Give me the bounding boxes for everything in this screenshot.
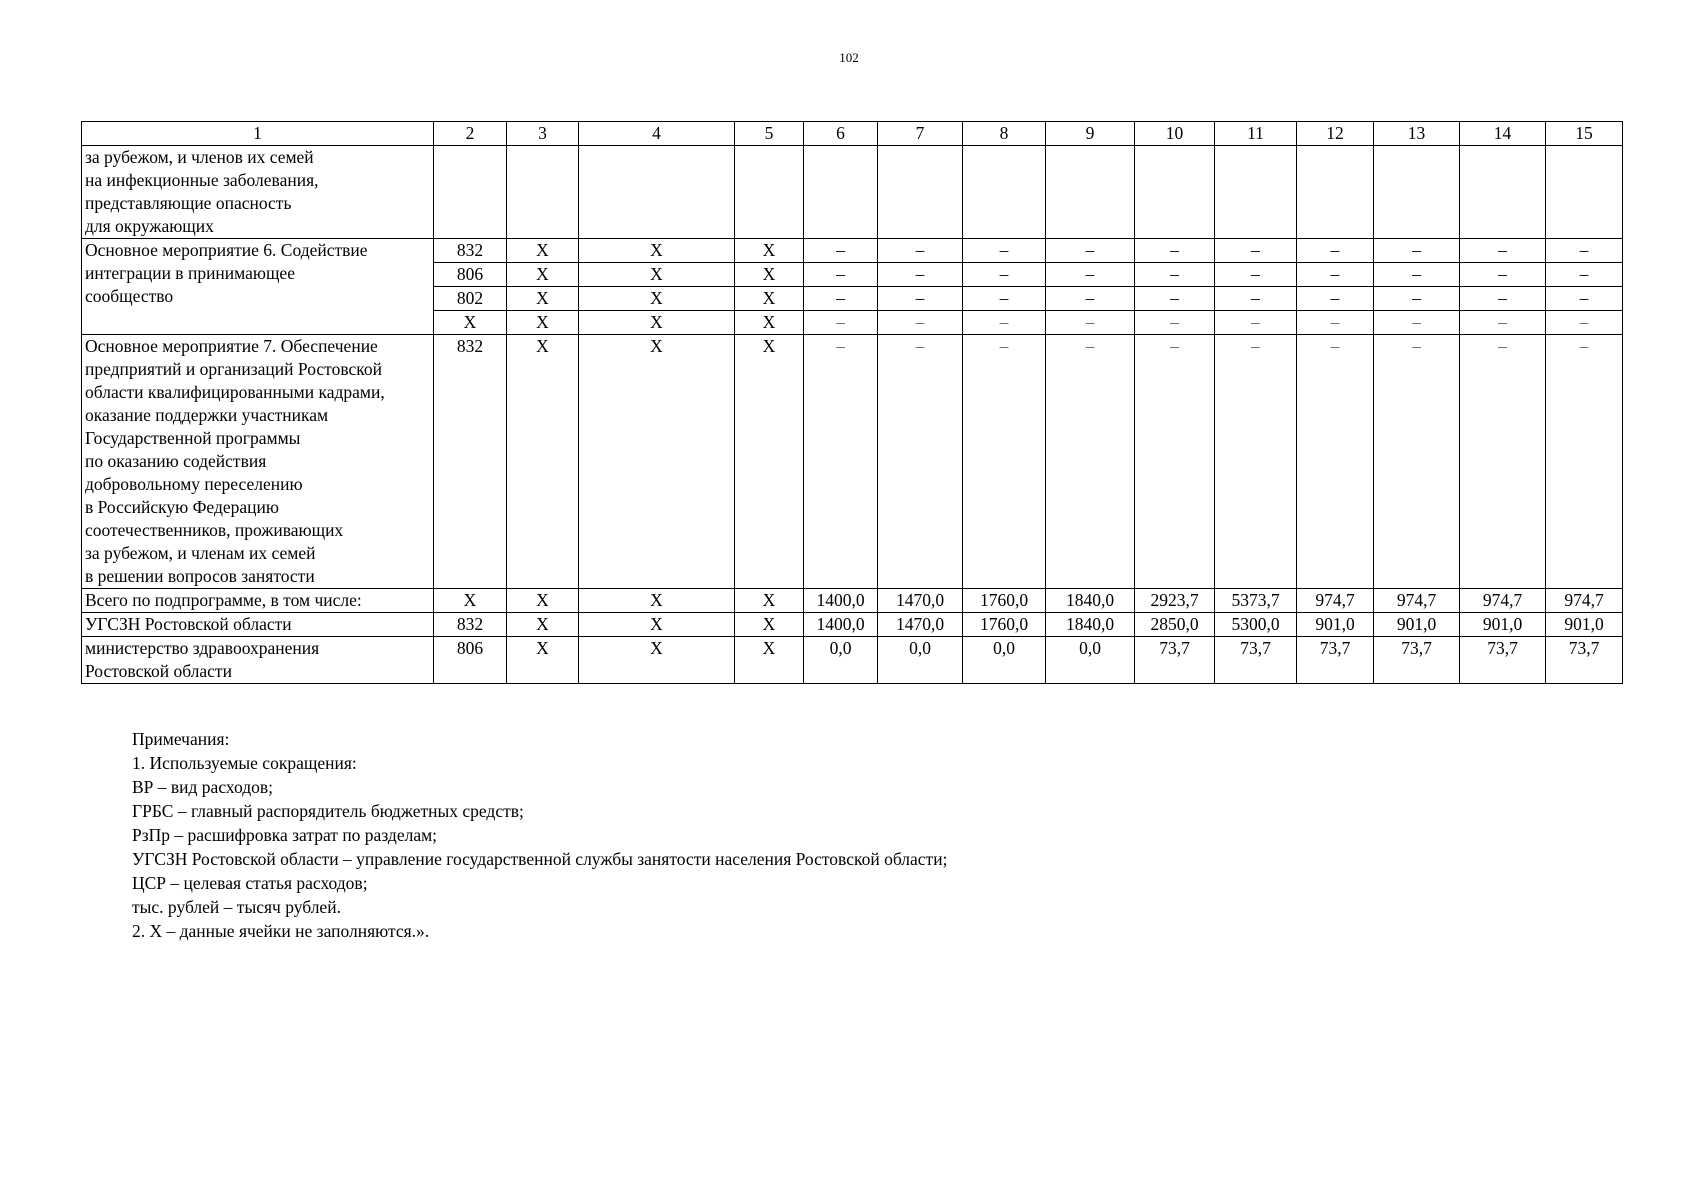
table-cell: Х [735, 311, 804, 335]
table-cell: – [1135, 263, 1215, 287]
table-cell: 1400,0 [804, 613, 878, 637]
table-cell: 73,7 [1374, 637, 1460, 684]
header-cell: 10 [1135, 122, 1215, 146]
table-cell: – [1374, 239, 1460, 263]
table-cell: Х [579, 263, 735, 287]
table-cell: Х [579, 287, 735, 311]
table-cell: 0,0 [1046, 637, 1135, 684]
table-cell: Х [735, 263, 804, 287]
table-cell: – [963, 335, 1046, 589]
table-cell: – [1215, 311, 1297, 335]
table-cell: 901,0 [1297, 613, 1374, 637]
note-line: тыс. рублей – тысяч рублей. [132, 897, 341, 917]
header-cell: 15 [1546, 122, 1623, 146]
table-cell: 5300,0 [1215, 613, 1297, 637]
table-cell: – [1135, 335, 1215, 589]
empty-cell [1297, 146, 1374, 239]
note-line: УГСЗН Ростовской области – управление государственной службы занятости населения Ростовской области; [132, 849, 948, 869]
header-cell: 14 [1460, 122, 1546, 146]
table-cell: – [1297, 287, 1374, 311]
ugszn-label: УГСЗН Ростовской области [82, 613, 434, 637]
table-cell: – [878, 263, 963, 287]
header-cell: 11 [1215, 122, 1297, 146]
empty-cell [963, 146, 1046, 239]
table-cell: Х [507, 589, 579, 613]
table-cell: Х [735, 287, 804, 311]
table-cell: – [1135, 239, 1215, 263]
note-line: РзПр – расшифровка затрат по разделам; [132, 825, 438, 845]
table-cell: – [1546, 287, 1623, 311]
table-cell: – [1046, 287, 1135, 311]
table-cell: – [1135, 287, 1215, 311]
table-cell: Х [507, 613, 579, 637]
table-cell: – [963, 263, 1046, 287]
note-line: ЦСР – целевая статья расходов; [132, 873, 368, 893]
table-cell: 2923,7 [1135, 589, 1215, 613]
table-cell: Х [507, 311, 579, 335]
table-cell: 73,7 [1297, 637, 1374, 684]
table-cell: Х [507, 239, 579, 263]
table-cell: 832 [434, 613, 507, 637]
measure6-label: Основное мероприятие 6. Содействие интеграции в принимающее сообщество [82, 239, 434, 335]
table-cell: – [878, 287, 963, 311]
empty-cell [579, 146, 735, 239]
table-cell: 0,0 [963, 637, 1046, 684]
table-cell: – [1046, 239, 1135, 263]
table-cell: – [804, 263, 878, 287]
empty-cell [1374, 146, 1460, 239]
header-row [82, 122, 1623, 146]
table-cell: – [1215, 263, 1297, 287]
table-cell: 901,0 [1460, 613, 1546, 637]
header-cell: 13 [1374, 122, 1460, 146]
table-cell: 974,7 [1460, 589, 1546, 613]
table-cell: 974,7 [1374, 589, 1460, 613]
table-cell: 802 [434, 287, 507, 311]
table-cell: Х [579, 239, 735, 263]
empty-cell [1546, 146, 1623, 239]
table-cell: 1470,0 [878, 613, 963, 637]
table-cell: Х [579, 589, 735, 613]
table-row-measure6-1 [82, 239, 1623, 263]
table-cell: 2850,0 [1135, 613, 1215, 637]
table-cell: 832 [434, 239, 507, 263]
table-cell: – [1460, 335, 1546, 589]
empty-cell [735, 146, 804, 239]
table-cell: – [1215, 335, 1297, 589]
table-cell: – [1046, 263, 1135, 287]
table-cell: Х [507, 287, 579, 311]
table-cell: – [1460, 287, 1546, 311]
table-cell: – [804, 311, 878, 335]
empty-cell [507, 146, 579, 239]
table-cell: 5373,7 [1215, 589, 1297, 613]
empty-cell [1460, 146, 1546, 239]
total-label: Всего по подпрограмме, в том числе: [82, 589, 434, 613]
header-cell: 1 [82, 122, 434, 146]
table-cell: Х [579, 311, 735, 335]
table-cell: 0,0 [878, 637, 963, 684]
table-cell: Х [735, 613, 804, 637]
table-cell: 901,0 [1374, 613, 1460, 637]
table-row-continued [82, 146, 1623, 239]
table-cell: – [1297, 263, 1374, 287]
table-cell: Х [507, 335, 579, 589]
header-cell: 6 [804, 122, 878, 146]
table-cell: – [1297, 311, 1374, 335]
table-cell: 832 [434, 335, 507, 589]
table-cell: – [804, 287, 878, 311]
empty-cell [804, 146, 878, 239]
table-cell: 73,7 [1135, 637, 1215, 684]
table-cell: Х [579, 637, 735, 684]
note-line: 2. Х – данные ячейки не заполняются.». [132, 921, 430, 941]
table-cell: 1400,0 [804, 589, 878, 613]
notes-section [132, 727, 947, 943]
table-cell: 73,7 [1215, 637, 1297, 684]
table-row-measure7 [82, 335, 1623, 589]
table-cell: – [1546, 311, 1623, 335]
table-cell: – [963, 311, 1046, 335]
table-cell: 1470,0 [878, 589, 963, 613]
header-cell: 8 [963, 122, 1046, 146]
table-cell: – [1374, 287, 1460, 311]
table-cell: – [804, 335, 878, 589]
empty-cell [1135, 146, 1215, 239]
table-row-minzdrav [82, 637, 1623, 684]
table-cell: Х [434, 589, 507, 613]
header-cell: 5 [735, 122, 804, 146]
budget-table [81, 121, 1623, 684]
row-label: за рубежом, и членов их семей на инфекционные заболевания, представляющие опасность для окружающих [82, 146, 434, 239]
table-cell: 901,0 [1546, 613, 1623, 637]
table-cell: Х [507, 637, 579, 684]
table-cell: – [963, 239, 1046, 263]
header-cell: 12 [1297, 122, 1374, 146]
empty-cell [878, 146, 963, 239]
table-cell: – [1374, 335, 1460, 589]
table-cell: Х [735, 335, 804, 589]
measure7-label: Основное мероприятие 7. Обеспечение предприятий и организаций Ростовской области квалифицированными кадрами, оказание поддержки участникам Государственной программы по оказанию содействия добровольному переселению в Российскую Федерацию соотечественников, проживающих за рубежом, и членам их семей в решении вопросов занятости [82, 335, 434, 589]
table-cell: – [1546, 239, 1623, 263]
empty-cell [434, 146, 507, 239]
note-line: 1. Используемые сокращения: [132, 753, 357, 773]
table-cell: – [1546, 335, 1623, 589]
note-line: ГРБС – главный распорядитель бюджетных средств; [132, 801, 524, 821]
table-cell: 806 [434, 263, 507, 287]
empty-cell [1215, 146, 1297, 239]
table-cell: – [804, 239, 878, 263]
table-cell: 1840,0 [1046, 589, 1135, 613]
table-cell: – [1135, 311, 1215, 335]
table-cell: Х [434, 311, 507, 335]
table-cell: 1840,0 [1046, 613, 1135, 637]
table-cell: – [1297, 239, 1374, 263]
table-cell: – [878, 239, 963, 263]
table-cell: 73,7 [1546, 637, 1623, 684]
table-cell: 1760,0 [963, 613, 1046, 637]
table-cell: Х [579, 335, 735, 589]
table-cell: Х [579, 613, 735, 637]
header-cell: 2 [434, 122, 507, 146]
table-cell: 974,7 [1297, 589, 1374, 613]
table-cell: – [878, 335, 963, 589]
page-number: 102 [839, 50, 859, 65]
notes-title: Примечания: [132, 729, 230, 749]
table-cell: 974,7 [1546, 589, 1623, 613]
table-cell: – [1460, 311, 1546, 335]
table-cell: – [1374, 311, 1460, 335]
table-cell: – [963, 287, 1046, 311]
table-cell: – [1297, 335, 1374, 589]
table-cell: 73,7 [1460, 637, 1546, 684]
note-line: ВР – вид расходов; [132, 777, 273, 797]
table-row-ugszn [82, 613, 1623, 637]
table-cell: – [1215, 239, 1297, 263]
table-cell: – [878, 311, 963, 335]
table-cell: Х [735, 637, 804, 684]
table-cell: Х [735, 589, 804, 613]
table-row-total [82, 589, 1623, 613]
header-cell: 7 [878, 122, 963, 146]
table-cell: – [1460, 263, 1546, 287]
minzdrav-label: министерство здравоохранения Ростовской области [82, 637, 434, 684]
table-cell: – [1046, 311, 1135, 335]
header-cell: 3 [507, 122, 579, 146]
header-cell: 9 [1046, 122, 1135, 146]
table-cell: – [1215, 287, 1297, 311]
empty-cell [1046, 146, 1135, 239]
table-cell: – [1374, 263, 1460, 287]
table-cell: 806 [434, 637, 507, 684]
table-cell: – [1546, 263, 1623, 287]
table-cell: – [1460, 239, 1546, 263]
header-cell: 4 [579, 122, 735, 146]
table-cell: – [1046, 335, 1135, 589]
table-cell: Х [507, 263, 579, 287]
table-cell: Х [735, 239, 804, 263]
table-cell: 1760,0 [963, 589, 1046, 613]
table-cell: 0,0 [804, 637, 878, 684]
